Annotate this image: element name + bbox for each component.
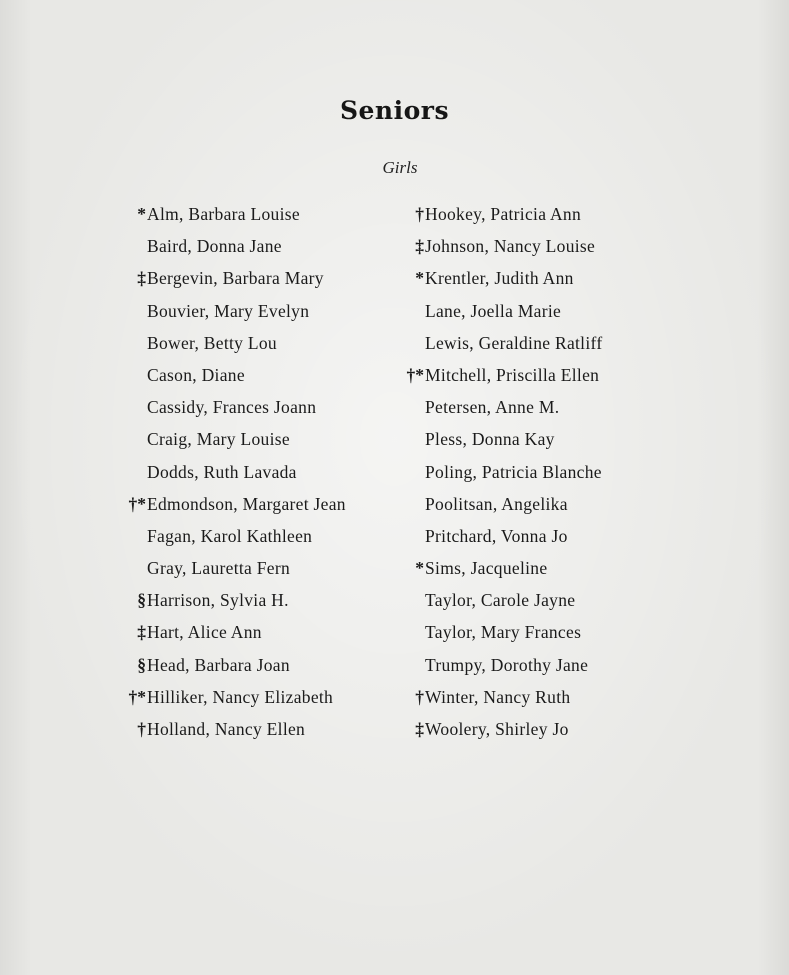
honor-mark: † — [415, 686, 424, 707]
page-heading: Seniors — [339, 96, 450, 125]
name-entry — [402, 391, 602, 423]
student-name: Cason, Diane — [147, 364, 245, 385]
name-entry — [402, 488, 602, 520]
student-name: Holland, Nancy Ellen — [147, 719, 306, 739]
name-entry — [124, 359, 346, 391]
name-entry — [124, 230, 346, 262]
student-name: Head, Barbara Joan — [147, 654, 290, 675]
student-name: Bouvier, Mary Evelyn — [147, 300, 310, 321]
student-name: Pless, Donna Kay — [425, 429, 555, 450]
student-name: Woolery, Shirley Jo — [425, 719, 569, 739]
name-entry — [124, 327, 346, 359]
student-name: Baird, Donna Jane — [147, 236, 282, 257]
left-name-column — [124, 198, 346, 745]
honor-mark: * — [415, 558, 424, 579]
name-entry — [402, 198, 602, 230]
name-entry — [124, 520, 346, 552]
student-name: Bergevin, Barbara Mary — [147, 268, 324, 289]
honor-mark: †* — [128, 686, 146, 707]
honor-mark: * — [415, 268, 424, 289]
name-entry — [402, 262, 602, 294]
student-name: Sims, Jacqueline — [425, 558, 548, 579]
student-name: Fagan, Karol Kathleen — [147, 525, 313, 546]
name-entry — [124, 681, 346, 713]
honor-mark: †* — [406, 364, 424, 385]
student-name: Krentler, Judith Ann — [425, 268, 574, 289]
honor-mark: † — [415, 204, 424, 224]
name-entry — [402, 520, 602, 552]
name-entry — [402, 681, 602, 713]
right-name-column — [402, 198, 602, 745]
honor-mark: * — [137, 204, 146, 224]
honor-mark: § — [137, 590, 146, 611]
student-name: Bower, Betty Lou — [147, 332, 277, 353]
student-name: Hart, Alice Ann — [147, 622, 262, 643]
name-entry — [124, 584, 346, 616]
name-entry — [124, 262, 346, 294]
section-subheading: Girls — [382, 158, 418, 177]
student-name: Taylor, Carole Jayne — [425, 590, 576, 611]
student-name: Harrison, Sylvia H. — [147, 590, 289, 611]
name-entry — [402, 327, 602, 359]
name-entry — [124, 198, 346, 230]
name-entry — [402, 295, 602, 327]
student-name: Craig, Mary Louise — [147, 429, 290, 450]
student-name: Edmondson, Margaret Jean — [147, 493, 346, 514]
name-entry — [124, 391, 346, 423]
student-name: Cassidy, Frances Joann — [147, 397, 317, 418]
name-entry — [402, 616, 602, 648]
name-entry — [402, 584, 602, 616]
name-entry — [402, 230, 602, 262]
student-name: Lewis, Geraldine Ratliff — [425, 332, 603, 353]
honor-mark: †* — [128, 493, 146, 514]
student-name: Johnson, Nancy Louise — [425, 236, 596, 257]
name-entry — [402, 359, 602, 391]
student-name: Hookey, Patricia Ann — [425, 204, 582, 224]
student-name: Taylor, Mary Frances — [425, 622, 582, 643]
student-name: Alm, Barbara Louise — [147, 204, 300, 224]
student-name: Pritchard, Vonna Jo — [425, 525, 568, 546]
name-entry — [402, 423, 602, 455]
name-entry — [124, 616, 346, 648]
student-name: Mitchell, Priscilla Ellen — [425, 364, 600, 385]
student-name: Poling, Patricia Blanche — [425, 461, 602, 482]
name-entry — [402, 552, 602, 584]
student-name: Trumpy, Dorothy Jane — [425, 654, 589, 675]
name-entry — [402, 713, 602, 745]
student-name: Poolitsan, Angelika — [425, 493, 568, 514]
honor-mark: † — [137, 719, 146, 739]
name-entry — [124, 488, 346, 520]
name-entry — [124, 295, 346, 327]
student-name: Hilliker, Nancy Elizabeth — [147, 686, 334, 707]
honor-mark: ‡ — [137, 622, 146, 643]
student-name: Petersen, Anne M. — [425, 397, 560, 418]
honor-mark: ‡ — [415, 236, 424, 257]
honor-mark: ‡ — [415, 719, 424, 739]
student-name: Lane, Joella Marie — [425, 300, 562, 321]
name-entry — [402, 649, 602, 681]
name-entry — [124, 713, 346, 745]
name-entry — [124, 423, 346, 455]
name-entry — [402, 456, 602, 488]
name-entry — [124, 552, 346, 584]
honor-mark: ‡ — [137, 268, 146, 289]
student-name: Dodds, Ruth Lavada — [147, 461, 297, 482]
student-name: Winter, Nancy Ruth — [425, 686, 571, 707]
student-name: Gray, Lauretta Fern — [147, 558, 291, 579]
name-entry — [124, 456, 346, 488]
name-entry — [124, 649, 346, 681]
honor-mark: § — [137, 654, 146, 675]
